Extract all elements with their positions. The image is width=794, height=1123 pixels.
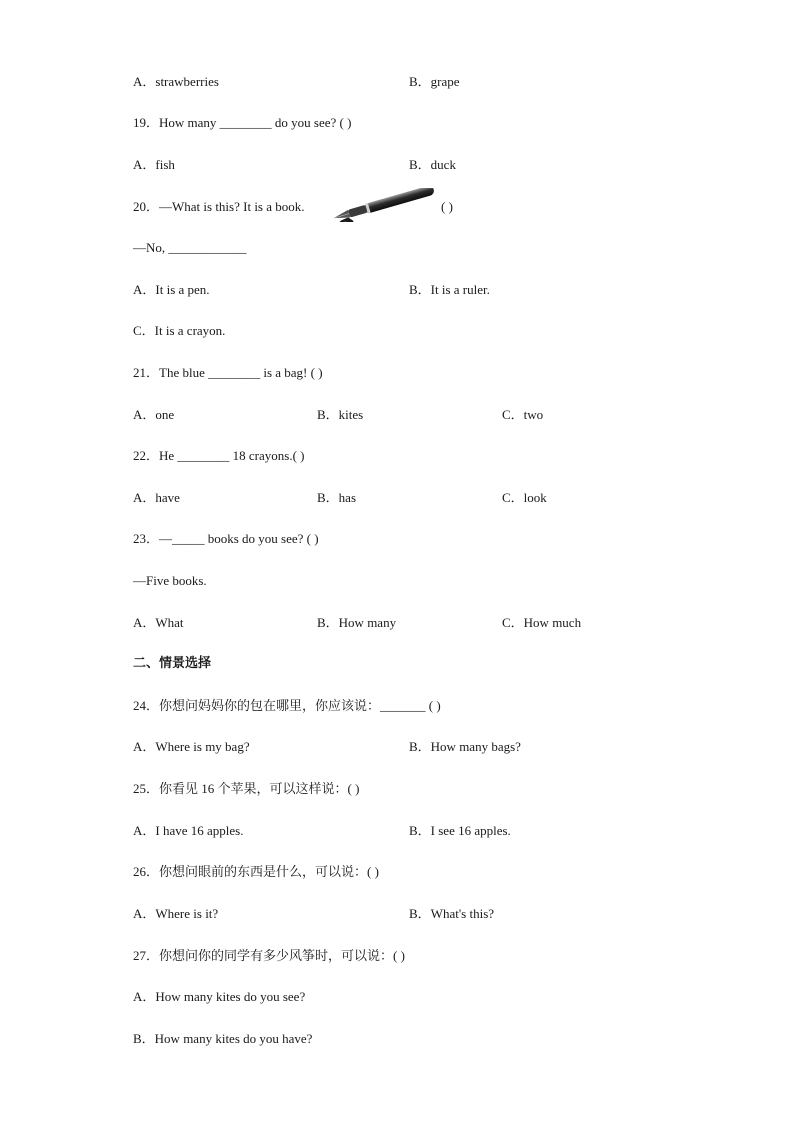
q25-option-a: A．I have 16 apples. bbox=[133, 823, 244, 838]
q24-option-b: B．How many bags? bbox=[409, 739, 521, 754]
q24-stem: 24．你想问妈妈你的包在哪里，你应该说：_______ ( ) bbox=[133, 698, 441, 713]
q26-option-b: B．What's this? bbox=[409, 906, 495, 921]
q22-option-b: B．has bbox=[317, 490, 357, 505]
q27-stem: 27．你想问你的同学有多少风筝时，可以说：( ) bbox=[133, 948, 405, 963]
q25-option-b: B．I see 16 apples. bbox=[409, 823, 511, 838]
q20-option-b: B．It is a ruler. bbox=[409, 282, 490, 297]
q21-option-a: A．one bbox=[133, 407, 175, 422]
q25-stem: 25．你看见 16 个苹果，可以这样说：( ) bbox=[133, 781, 360, 796]
q27-option-b: B．How many kites do you have? bbox=[133, 1031, 313, 1046]
q23-option-a: A．What bbox=[133, 615, 184, 630]
q26-stem: 26．你想问眼前的东西是什么，可以说：( ) bbox=[133, 864, 379, 879]
q27-option-a: A．How many kites do you see? bbox=[133, 989, 306, 1004]
q26-option-a: A．Where is it? bbox=[133, 906, 219, 921]
q24-option-a: A．Where is my bag? bbox=[133, 739, 250, 754]
q19-option-b: B．duck bbox=[409, 157, 456, 172]
section-heading: 二、情景选择 bbox=[133, 656, 212, 671]
q23-reply: —Five books. bbox=[133, 573, 207, 588]
q18-option-b: B．grape bbox=[409, 74, 460, 89]
q21-stem: 21．The blue ________ is a bag! ( ) bbox=[133, 365, 323, 380]
q18-option-a: A．strawberries bbox=[133, 74, 219, 89]
q20-option-a: A．It is a pen. bbox=[133, 282, 210, 297]
q20-stem: 20．—What is this? It is a book. bbox=[133, 199, 305, 214]
q20-answer-paren: ( ) bbox=[441, 199, 453, 214]
q22-option-c: C．look bbox=[502, 490, 547, 505]
q23-option-c: C．How much bbox=[502, 615, 582, 630]
q23-stem: 23．—_____ books do you see? ( ) bbox=[133, 531, 319, 546]
q22-option-a: A．have bbox=[133, 490, 180, 505]
fountain-pen-icon bbox=[326, 188, 440, 222]
q19-stem: 19．How many ________ do you see? ( ) bbox=[133, 115, 352, 130]
q22-stem: 22．He ________ 18 crayons.( ) bbox=[133, 448, 305, 463]
q23-option-b: B．How many bbox=[317, 615, 397, 630]
q19-option-a: A．fish bbox=[133, 157, 175, 172]
q20-reply: —No, ____________ bbox=[133, 240, 247, 255]
q21-option-c: C．two bbox=[502, 407, 544, 422]
q21-option-b: B．kites bbox=[317, 407, 364, 422]
q20-option-c: C．It is a crayon. bbox=[133, 323, 226, 338]
